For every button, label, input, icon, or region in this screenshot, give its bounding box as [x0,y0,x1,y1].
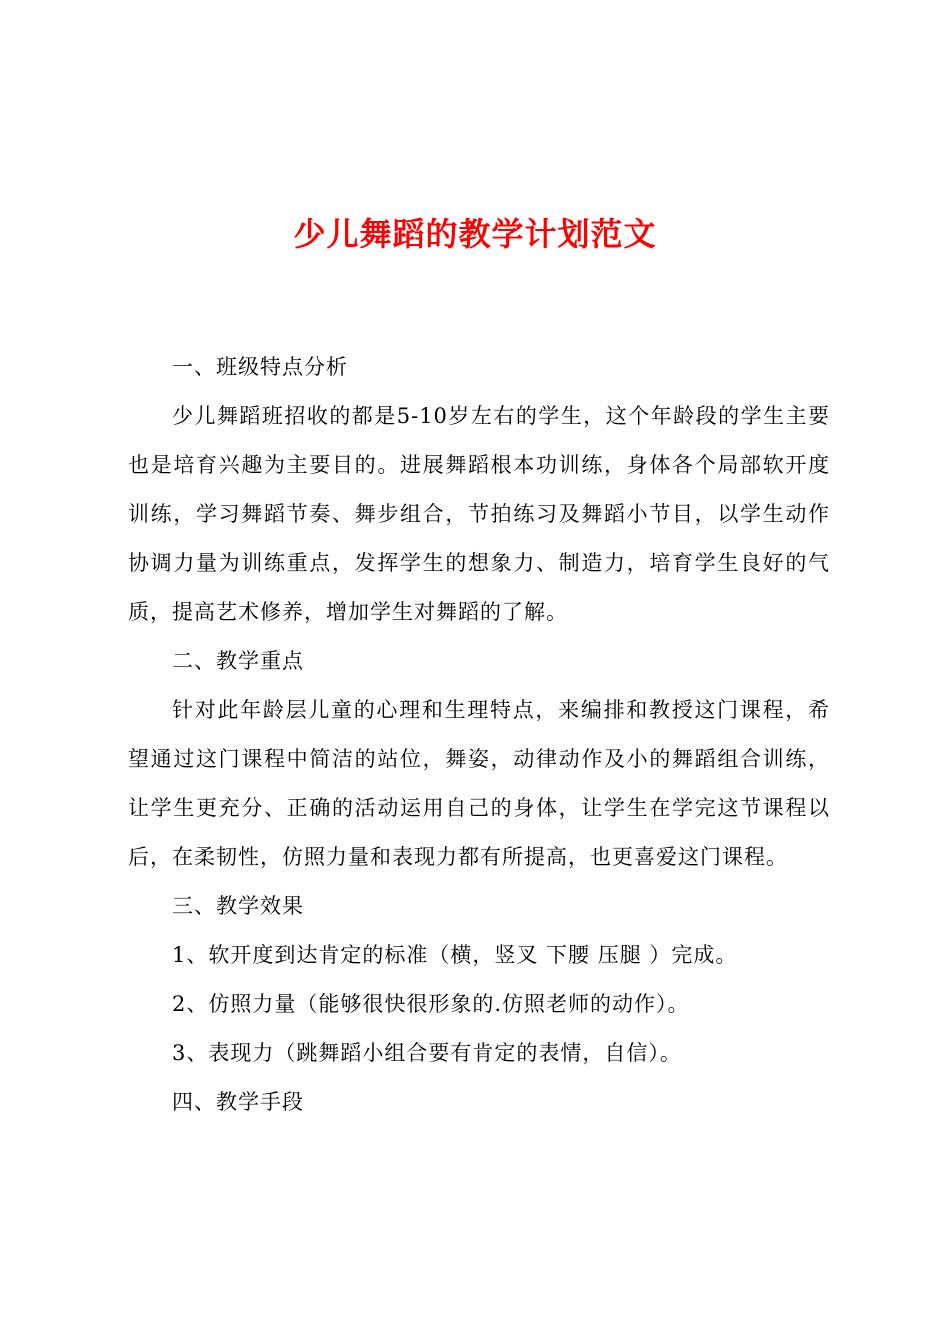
document-body [128,343,830,1127]
section-heading-class-analysis: 一、班级特点分析 [172,355,348,379]
list-item-flexibility: 1、软开度到达肯定的标准（横，竖叉 下腰 压腿 ）完成。 [172,943,738,967]
paragraph-class-analysis: 少儿舞蹈班招收的都是5-10岁左右的学生，这个年龄段的学生主要也是培育兴趣为主要目的。进展舞蹈根本功训练，身体各个局部软开度训练，学习舞蹈节奏、舞步组合，节拍练习及舞蹈小节目，以学生动作协调力量为训练重点，发挥学生的想象力、制造力，培育学生良好的气质，提高艺术修养，增加学生对舞蹈的了解。 [128,404,830,624]
paragraph-teaching-focus: 针对此年龄层儿童的心理和生理特点，来编排和教授这门课程，希望通过这门课程中简洁的站位，舞姿，动律动作及小的舞蹈组合训练，让学生更充分、正确的活动运用自己的身体，让学生在学完这节课程以后，在柔韧性，仿照力量和表现力都有所提高，也更喜爱这门课程。 [128,698,830,869]
section-heading-teaching-effect: 三、教学效果 [172,894,304,918]
document-title: 少儿舞蹈的教学计划范文 [293,215,657,253]
list-item-imitation: 2、仿照力量（能够很快很形象的.仿照老师的动作）。 [172,992,690,1016]
section-heading-teaching-methods: 四、教学手段 [172,1090,304,1114]
section-heading-teaching-focus: 二、教学重点 [172,649,304,673]
list-item-expression: 3、表现力（跳舞蹈小组合要有肯定的表情，自信）。 [172,1041,682,1065]
